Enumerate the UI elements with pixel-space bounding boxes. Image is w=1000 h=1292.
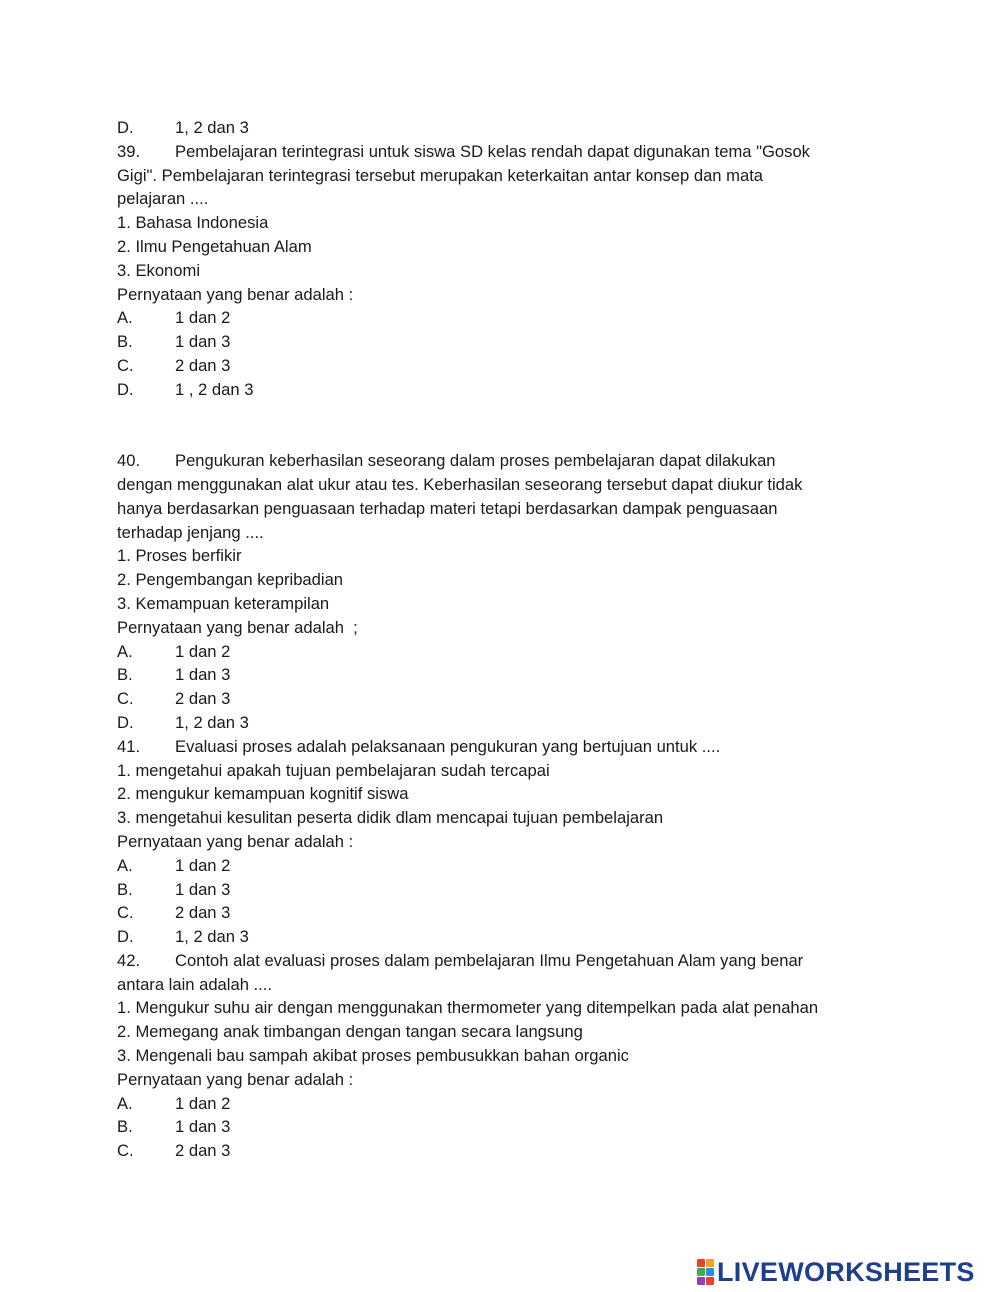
- worksheet-page: [117, 116, 887, 1163]
- q40-option-d: [117, 711, 887, 735]
- logo-tile: [706, 1277, 714, 1285]
- q42-option-c: [117, 1139, 887, 1163]
- logo-tile: [697, 1259, 705, 1267]
- watermark-text: LIVEWORKSHEETS: [717, 1256, 975, 1287]
- q40-item-1: 1. Proses berfikir: [117, 546, 242, 566]
- option-label: D.: [117, 927, 134, 947]
- liveworksheets-logo-icon: [697, 1259, 714, 1285]
- option-text: 1, 2 dan 3: [175, 712, 249, 732]
- q41-option-d: [117, 925, 887, 949]
- option-text: 1 dan 2: [175, 855, 231, 875]
- q40-item-3: 3. Kemampuan keterampilan: [117, 593, 330, 613]
- q39-option-d: [117, 378, 887, 402]
- q42-question-line1: [117, 949, 887, 973]
- option-text: 1 , 2 dan 3: [175, 379, 254, 399]
- q40-prompt: Pernyataan yang benar adalah ;: [117, 617, 358, 637]
- q40-item-2: 2. Pengembangan kepribadian: [117, 570, 344, 590]
- option-label: D.: [117, 379, 134, 399]
- q41-option-a: [117, 854, 887, 878]
- q42-prompt: Pernyataan yang benar adalah :: [117, 1069, 354, 1089]
- question-number: 39.: [117, 141, 141, 161]
- q42-item-2: 2. Memegang anak timbangan dengan tangan secara langsung: [117, 1022, 583, 1042]
- option-text: 1 dan 3: [175, 879, 231, 899]
- q41-option-b: [117, 878, 887, 902]
- option-text: 1 dan 3: [175, 332, 231, 352]
- q42-question-line2: antara lain adalah ....: [117, 974, 272, 994]
- option-label: A.: [117, 855, 133, 875]
- q39-option-a: [117, 306, 887, 330]
- liveworksheets-watermark[interactable]: [697, 1252, 975, 1292]
- question-number: 42.: [117, 950, 141, 970]
- q39-item-1: 1. Bahasa Indonesia: [117, 213, 269, 233]
- q41-question-line1: [117, 735, 887, 759]
- option-label: A.: [117, 308, 133, 328]
- option-label: C.: [117, 1141, 134, 1161]
- q38-option-d: [117, 116, 887, 140]
- spacer: [117, 402, 887, 450]
- q40-option-b: [117, 663, 887, 687]
- question-number: 41.: [117, 736, 141, 756]
- q40-question-line4: terhadap jenjang ....: [117, 522, 264, 542]
- q41-option-c: [117, 901, 887, 925]
- question-text: Evaluasi proses adalah pelaksanaan pengukuran yang bertujuan untuk ....: [175, 736, 721, 756]
- logo-tile: [697, 1277, 705, 1285]
- option-text: 1 dan 2: [175, 1093, 231, 1113]
- question-number: 40.: [117, 451, 141, 471]
- q39-question-line2: Gigi". Pembelajaran terintegrasi tersebut merupakan keterkaitan antar konsep dan mata: [117, 165, 764, 185]
- q40-question-line3: hanya berdasarkan penguasaan terhadap materi tetapi berdasarkan dampak penguasaan: [117, 498, 778, 518]
- q40-question-line2: dengan menggunakan alat ukur atau tes. Keberhasilan seseorang tersebut dapat diukur tidak: [117, 474, 803, 494]
- option-label: B.: [117, 879, 133, 899]
- q42-option-a: [117, 1092, 887, 1116]
- option-text: 2 dan 3: [175, 689, 231, 709]
- q42-item-1: 1. Mengukur suhu air dengan menggunakan thermometer yang ditempelkan pada alat penahan: [117, 998, 819, 1018]
- option-text: 1 dan 3: [175, 1117, 231, 1137]
- option-label: B.: [117, 665, 133, 685]
- option-text: 1 dan 3: [175, 665, 231, 685]
- q42-item-3: 3. Mengenali bau sampah akibat proses pembusukkan bahan organic: [117, 1046, 629, 1066]
- q40-question-line1: [117, 449, 887, 473]
- q41-item-2: 2. mengukur kemampuan kognitif siswa: [117, 784, 409, 804]
- q39-item-3: 3. Ekonomi: [117, 260, 201, 280]
- question-text: Contoh alat evaluasi proses dalam pembelajaran Ilmu Pengetahuan Alam yang benar: [175, 950, 804, 970]
- option-label: A.: [117, 1093, 133, 1113]
- logo-tile: [697, 1268, 705, 1276]
- q41-prompt: Pernyataan yang benar adalah :: [117, 831, 354, 851]
- option-text: 2 dan 3: [175, 1141, 231, 1161]
- q39-question-line3: pelajaran ....: [117, 189, 209, 209]
- q39-item-2: 2. Ilmu Pengetahuan Alam: [117, 236, 312, 256]
- q39-option-c: [117, 354, 887, 378]
- question-text: Pengukuran keberhasilan seseorang dalam proses pembelajaran dapat dilakukan: [175, 451, 776, 471]
- option-label: C.: [117, 689, 134, 709]
- option-text: 1 dan 2: [175, 308, 231, 328]
- option-label: C.: [117, 903, 134, 923]
- q42-option-b: [117, 1115, 887, 1139]
- q39-prompt: Pernyataan yang benar adalah :: [117, 284, 354, 304]
- option-label: B.: [117, 332, 133, 352]
- q39-option-b: [117, 330, 887, 354]
- option-label: D.: [117, 712, 134, 732]
- option-text: 1, 2 dan 3: [175, 927, 249, 947]
- logo-tile: [706, 1259, 714, 1267]
- option-label: A.: [117, 641, 133, 661]
- option-text: 2 dan 3: [175, 355, 231, 375]
- q39-question-line1: [117, 140, 887, 164]
- option-text: 1 dan 2: [175, 641, 231, 661]
- option-label: B.: [117, 1117, 133, 1137]
- q41-item-3: 3. mengetahui kesulitan peserta didik dlam mencapai tujuan pembelajaran: [117, 808, 664, 828]
- logo-tile: [706, 1268, 714, 1276]
- option-label: D.: [117, 118, 134, 137]
- q40-option-a: [117, 640, 887, 664]
- option-label: C.: [117, 355, 134, 375]
- option-text: 1, 2 dan 3: [175, 118, 249, 137]
- q41-item-1: 1. mengetahui apakah tujuan pembelajaran sudah tercapai: [117, 760, 550, 780]
- question-text: Pembelajaran terintegrasi untuk siswa SD kelas rendah dapat digunakan tema "Gosok: [175, 141, 810, 161]
- option-text: 2 dan 3: [175, 903, 231, 923]
- q40-option-c: [117, 687, 887, 711]
